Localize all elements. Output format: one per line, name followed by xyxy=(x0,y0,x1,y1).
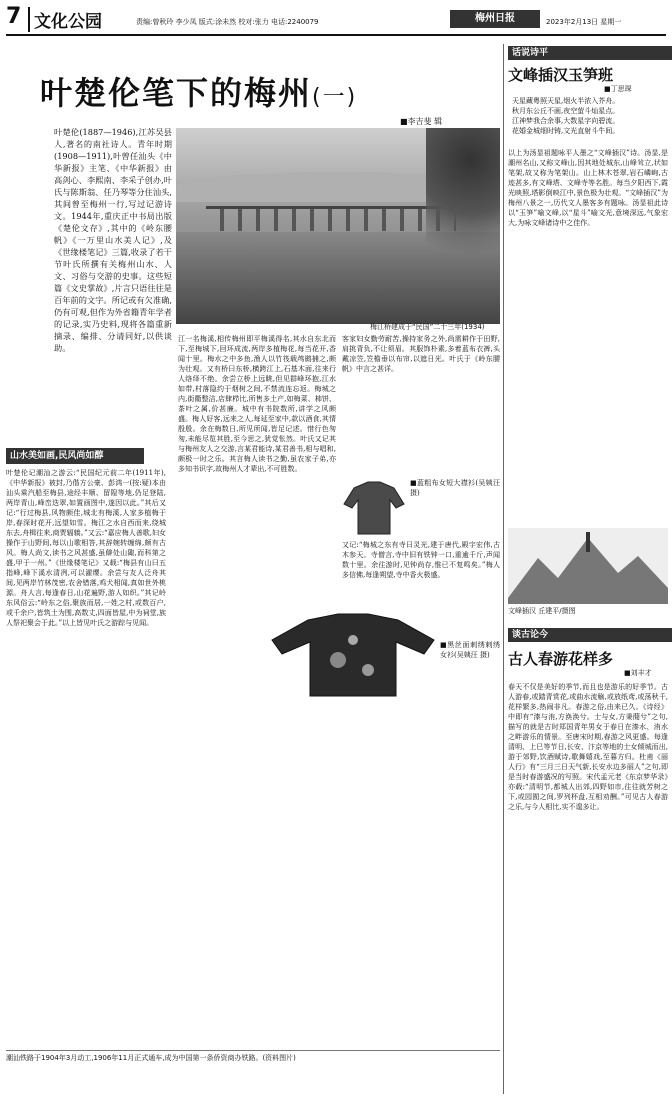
embroidered-jacket-photo xyxy=(268,610,438,700)
article-title xyxy=(40,68,357,114)
article-lead: 叶楚伦(1887—1946),江苏吴县人,著名的南社诗人。青年时期(1908—1911),叶曾任汕头《中华新报》主笔、《中华新报》由高剑心、李熙南、李采子创办,叶氏与陈斯翁、任乃琴等分住汕头,其间曾至梅州一行,写过记游诗文。1944年,重庆正中书局出版《楚伦文存》,其中的《岭东腰帆》《一万里山水美人记》,及《世缘楼笔记》三篇,收录了若干节叶氏所撰有关梅州山水、人文、习俗与交游的史事。这些短篇《文史掌故》,片言只语往往是百年前的文字。所记或有欠准确,仍有可观,但作为外省籍青年学者的记录,实乃史料,现将各篇重新摘录、编排、分请同好,以供谈助。 xyxy=(54,127,172,353)
column-tag-1: 话说诗平 xyxy=(508,46,672,60)
wenfeng-painting xyxy=(508,528,668,604)
article-column-1: 叶楚伦记潮汕之游云:“民国纪元前二年(1911年),《中华新报》被封,乃偕方公豪、彭鸿一(按:疑)本由汕头乘汽船至梅县,途经丰顺、留隍等地,仍足登陆,两岸青山,峰峦迭翠,如置画图中,遂因以此。”其后又记:“行过梅县,风物颇佳,城北有梅溪,人家多植梅于岸,春深时花开,远望如雪。梅江之水自西而来,绕城东去,舟楫往来,商贾辐辏。”又云:“嘉应梅人善歌,妇女操作于山野间,每以山歌相答,其辞婉转缠绵,颇有古风。梅人尚文,读书之风甚盛,虽僻处山陬,而科第之盛,甲于一州。”《世缘楼笔记》又载:“梅县有山曰五指峰,峰下溪水清冽,可以濯缨。余尝与友人泛舟其间,见两岸竹林茂密,农舍错落,鸡犬相闻,真如世外桃源。舟人言,每逢春日,山花遍野,游人如织。”其记岭东风俗云:“岭东之俗,聚族而居,一姓之村,或数百户,或千余户,皆筑土为围,高数丈,四面皆屋,中为祠堂,族人祭祀聚会于此。”以上皆见叶氏之游踪与见闻。 xyxy=(6,469,166,627)
editor-line: 责编:曾秋玲 李少凤 版式:涂未然 校对:张力 电话:2240079 xyxy=(136,18,319,26)
article-column-3: 客家妇女勤劳耐苦,操持家务之外,尚需耕作于田野,肩挑背负,不让须眉。其服饰朴素,多着蓝布衣裤,头戴凉笠,笠檐垂以布帘,以遮日光。叶氏于《岭东腰帆》中言之甚详。 xyxy=(342,335,500,373)
section-title: 文化公园 xyxy=(28,7,102,32)
photo-bridge xyxy=(206,206,456,231)
cloth1-caption: ■蓝粗布女短大襟衫(吴姨汪 摄) xyxy=(410,479,500,497)
right-byline-1: ■丁思琛 xyxy=(604,85,632,93)
article-column-2: 江一名梅溪,相传梅州即平梅溪得名,其水自东北而下,至梅城下,回环成流,两岸多植梅花,每当花开,香闻十里。梅水之中多鱼,渔人以竹筏载鸬鹚捕之,颇为壮观。又有桥曰东桥,横跨江上,石基木面,往来行人络绎不绝。余尝立桥上远眺,但见群峰环抱,江水如带,村落隐约于烟树之间,不禁流连忘返。梅城之内,街衢整洁,店肆栉比,所售多土产,如梅菜、柿饼、茶叶之属,价甚廉。城中有书院数所,讲学之风颇盛。梅人好客,远来之人,每延至家中,款以酒食,其情殷殷。余在梅数日,所见所闻,皆足记述。惜行色匆匆,未能尽览其胜,至今思之,犹觉怅然。叶氏又记其与梅州友人之交游,言某君能诗,某君善书,相与唱和,颇极一时之乐。其言梅人读书之勤,虽农家子弟,亦多知书识字,故梅州人才辈出,不可胜数。 xyxy=(178,335,336,473)
railway-caption: 潮汕铁路于1904年3月动工,1906年11月正式通车,成为中国第一条侨资商办铁路。(资料图片) xyxy=(6,1050,500,1065)
page-number: 7 xyxy=(6,4,22,29)
issue-date: 2023年2月13日 星期一 xyxy=(546,18,622,26)
column-divider xyxy=(503,44,504,1094)
section-subhead: 山水美如画,民风尚如醇 xyxy=(6,448,144,464)
right-byline-2: ■刘丰才 xyxy=(624,669,652,677)
photo-tree xyxy=(426,128,500,288)
painting-caption: 文峰插汉 丘建平/摄图 xyxy=(508,607,576,615)
newspaper-logo: 梅州日报 xyxy=(450,10,540,28)
article-column-3b: 又记:“梅城之东有寺曰灵光,建于唐代,殿宇宏伟,古木参天。寺僧言,寺中旧有铁钟一口,重逾千斤,声闻数十里。余往游时,见钟尚存,惟已不复鸣矣。”梅人多信佛,每逢朔望,寺中香火极盛。 xyxy=(342,541,500,579)
page-header xyxy=(6,4,666,36)
cloth2-caption: ■黑丝面刺绣刺绣女衫(吴姨汪 摄) xyxy=(440,641,500,659)
article-byline: ■李吉斐 辑 xyxy=(400,117,443,126)
right-article-title-1: 文峰插汉玉笋班 xyxy=(508,66,614,84)
right-article-body-1: 以上为汤显祖题咏平人墨之“文峰插汉”诗。汤显,是潮州名山,又称文峰山,因其地处城东,山峰耸立,状如笔架,故又称为笔架山。山上林木苍翠,岩石嶙峋,古迹甚多,有文峰塔、文峰寺等名胜。每当夕阳西下,霞光映照,塔影倒映江中,景色极为壮观。“文峰插汉”为梅州八景之一,历代文人墨客多有题咏。汤显祖此诗以“玉笋”喻文峰,以“星斗”喻文光,意境深远,气象宏大,为咏文峰诸诗中之佳作。 xyxy=(508,149,668,227)
right-article-body-2: 春天不仅是美好的季节,而且也是游乐的好季节。古人游春,或踏青赏花,或曲水流觞,或放纸鸢,或荡秋千,花样繁多,热闹非凡。春游之俗,由来已久。《诗经》中即有“溱与洧,方涣涣兮。士与女,方秉蕑兮”之句,描写的就是古时郑国青年男女于春日在溱水、洧水之畔游乐的情景。至唐宋时期,春游之风更盛。每逢清明、上巳等节日,长安、汴京等地的士女倾城而出,游于郊野,饮酒赋诗,歌舞嬉戏,至暮方归。杜甫《丽人行》有“三月三日天气新,长安水边多丽人”之句,即是当时春游盛况的写照。宋代孟元老《东京梦华录》亦载:“清明节,都城人出郊,四野如市,往往就芳树之下,或园囿之间,罗列杯盘,互相劝酬。”可见古人春游之乐,与今人相比,实不遑多让。 xyxy=(508,683,668,811)
photo-caption: 梅江桥建成于“民国”二十三年(1934) xyxy=(370,323,485,331)
bridge-photo xyxy=(176,128,500,324)
article-title-text: 叶楚伦笔下的梅州 xyxy=(40,74,313,112)
right-article-title-2: 古人春游花样多 xyxy=(508,650,614,668)
poem-text: 天星藏粤照天星,烟火半浓入芥舟。 秋月东公丘不画,夜空萤斗灿星点。 江神梦我合余事,大数星字向碧流。 花婚金城细时铸,文光直射斗牛间。 xyxy=(512,97,620,135)
blue-jacket-photo xyxy=(340,478,408,538)
column-tag-2: 谈古论今 xyxy=(508,628,672,642)
article-part-number: (一) xyxy=(312,85,358,110)
